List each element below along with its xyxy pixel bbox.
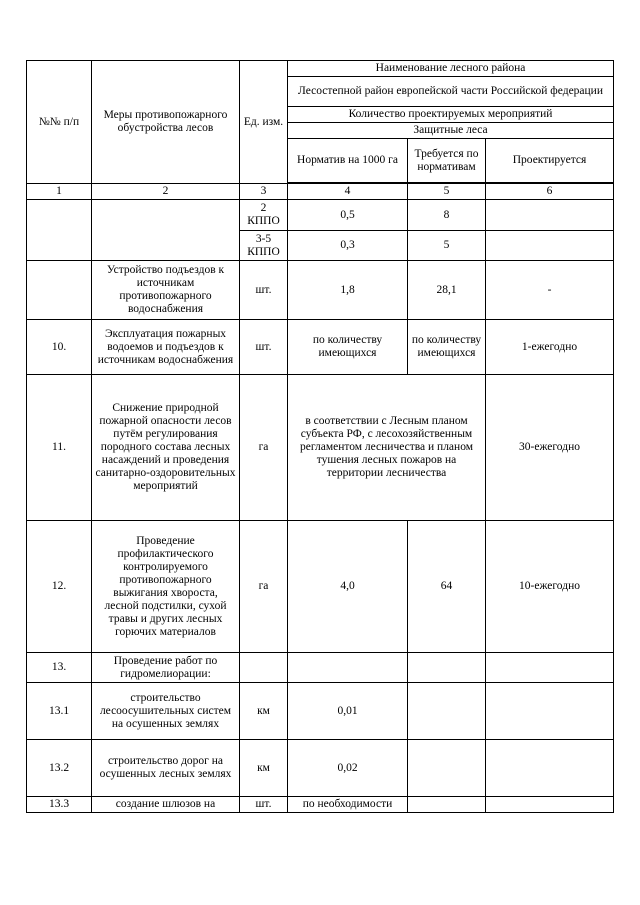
table-cell xyxy=(27,261,92,320)
header-region-name: Наименование лесного района xyxy=(288,61,614,77)
table-cell: 3-5 КППО xyxy=(240,231,288,261)
table-cell xyxy=(486,683,614,740)
table-row xyxy=(27,740,614,797)
table-cell: строительство дорог на осушенных лесных землях xyxy=(92,740,240,797)
table-cell: в соответствии с Лесным планом субъекта РФ, с лесохозяйственным регламентом лесничества и планом тушения лесных пожаров на территории лесничества xyxy=(288,375,486,521)
table-row xyxy=(27,375,614,521)
table-cell xyxy=(408,740,486,797)
table-cell xyxy=(408,797,486,813)
table-cell: 28,1 xyxy=(408,261,486,320)
table-cell: 0,5 xyxy=(288,200,408,231)
table-cell: создание шлюзов на xyxy=(92,797,240,813)
header-num: №№ п/п xyxy=(27,61,92,184)
table-cell: 5 xyxy=(408,231,486,261)
table-cell xyxy=(92,200,240,261)
table-cell: шт. xyxy=(240,261,288,320)
table-cell: 64 xyxy=(408,521,486,653)
table-cell: 13.3 xyxy=(27,797,92,813)
table-row xyxy=(27,200,614,231)
header-forest: Защитные леса xyxy=(288,123,614,139)
table-cell: га xyxy=(240,375,288,521)
table-cell: 13.1 xyxy=(27,683,92,740)
column-number: 6 xyxy=(486,184,614,200)
table-cell: шт. xyxy=(240,797,288,813)
table-cell xyxy=(27,200,92,261)
table-cell xyxy=(408,683,486,740)
table-cell: км xyxy=(240,740,288,797)
table-cell: 1,8 xyxy=(288,261,408,320)
table-cell: 1-ежегодно xyxy=(486,320,614,375)
table-cell: 13.2 xyxy=(27,740,92,797)
table-cell: Устройство подъездов к источникам противопожарного водоснабжения xyxy=(92,261,240,320)
column-number: 3 xyxy=(240,184,288,200)
table-cell: 0,3 xyxy=(288,231,408,261)
table-row xyxy=(27,261,614,320)
column-number: 1 xyxy=(27,184,92,200)
header-required: Требуется по нормативам xyxy=(408,139,486,183)
table-cell: Эксплуатация пожарных водоемов и подъездов к источникам водоснабжения xyxy=(92,320,240,375)
header-projected: Проектируется xyxy=(486,139,614,183)
column-number: 4 xyxy=(288,184,408,200)
table-cell xyxy=(408,653,486,683)
header-qty: Количество проектируемых мероприятий xyxy=(288,107,614,123)
table-cell xyxy=(486,797,614,813)
table-cell: 30-ежегодно xyxy=(486,375,614,521)
table-cell: - xyxy=(486,261,614,320)
column-numbers-row xyxy=(27,184,614,200)
table-cell xyxy=(486,231,614,261)
table-cell xyxy=(486,200,614,231)
table-cell: км xyxy=(240,683,288,740)
table-cell: 12. xyxy=(27,521,92,653)
table-row xyxy=(27,521,614,653)
table-cell: Проведение работ по гидромелиорации: xyxy=(92,653,240,683)
table-cell: по необходимости xyxy=(288,797,408,813)
table-cell: 0,02 xyxy=(288,740,408,797)
table-cell: 10-ежегодно xyxy=(486,521,614,653)
header-region: Лесостепной район европейской части Российской федерации xyxy=(288,77,614,107)
table-cell xyxy=(240,653,288,683)
header-measures: Меры противопожарного обустройства лесов xyxy=(92,61,240,184)
table-cell: 0,01 xyxy=(288,683,408,740)
column-number: 2 xyxy=(92,184,240,200)
table-cell: 13. xyxy=(27,653,92,683)
table-cell: 11. xyxy=(27,375,92,521)
table-cell xyxy=(486,740,614,797)
table-cell: по количеству имеющихся xyxy=(408,320,486,375)
column-number: 5 xyxy=(408,184,486,200)
table-cell: по количеству имеющихся xyxy=(288,320,408,375)
table-row xyxy=(27,320,614,375)
header-unit: Ед. изм. xyxy=(240,61,288,184)
header-norm: Норматив на 1000 га xyxy=(288,139,408,183)
table-row xyxy=(27,797,614,813)
table-cell xyxy=(486,653,614,683)
table-cell: 4,0 xyxy=(288,521,408,653)
table-cell: 2 КППО xyxy=(240,200,288,231)
table-row xyxy=(27,683,614,740)
table-cell: 10. xyxy=(27,320,92,375)
table-cell: строительство лесоосушительных систем на осушенных землях xyxy=(92,683,240,740)
table-row xyxy=(27,653,614,683)
table-cell: Снижение природной пожарной опасности лесов путём регулирования породного состава лесных насаждений и проведения санитарно-оздоровительных мероприятий xyxy=(92,375,240,521)
table-cell: 8 xyxy=(408,200,486,231)
measures-table xyxy=(26,60,614,813)
table-cell: Проведение профилактического контролируемого противопожарного выжигания хвороста, лесной подстилки, сухой травы и других лесных горючих материалов xyxy=(92,521,240,653)
table-cell: шт. xyxy=(240,320,288,375)
table-cell xyxy=(288,653,408,683)
table-cell: га xyxy=(240,521,288,653)
